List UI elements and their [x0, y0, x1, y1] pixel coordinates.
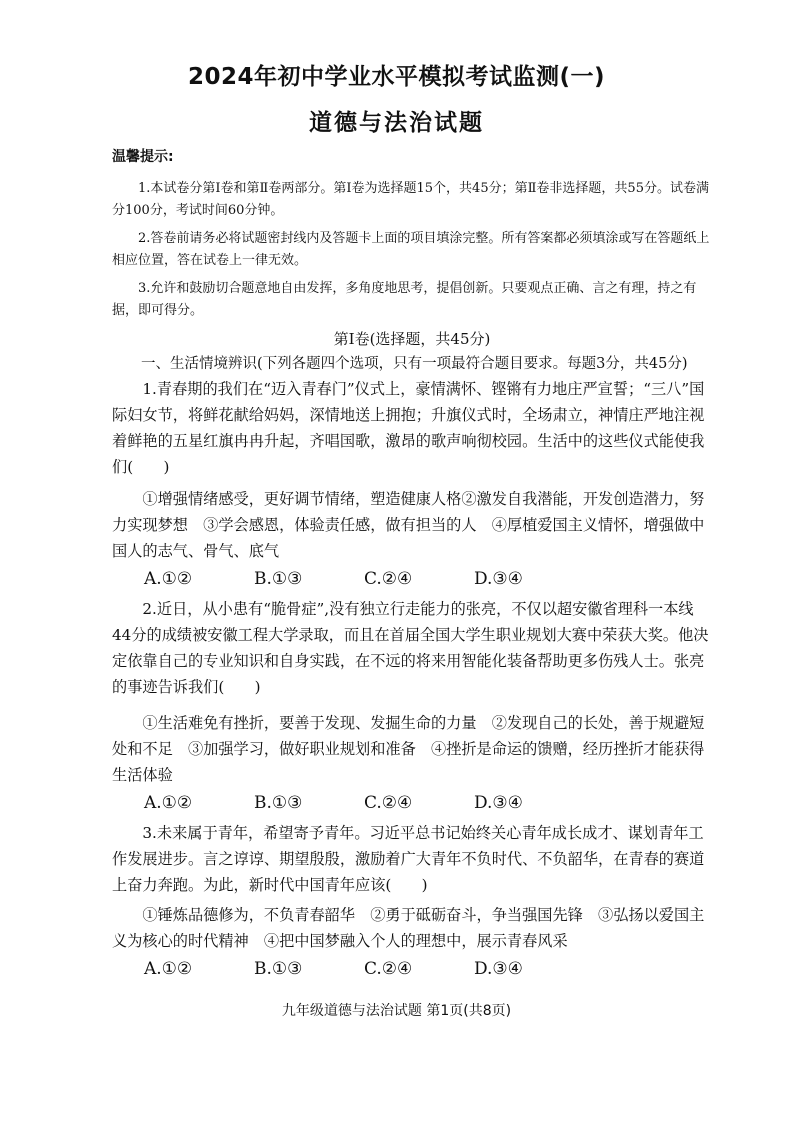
question-stem: 1.青春期的我们在“迈入青春门”仪式上，豪情满怀、铿锵有力地庄严宣誓；“三八”国际妇女节，将鲜花献给妈妈，深情地送上拥抱；升旗仪式时，全场肃立，神情庄严地注视着鲜艳的五星红旗冉冉升起，齐唱国歌，激昂的歌声响彻校园。生活中的这些仪式能使我们( ): [112, 380, 705, 476]
question-stem: 3.未来属于青年，希望寄予青年。习近平总书记始终关心青年成长成才、谋划青年工作发展进步。言之谆谆、期望殷殷，激励着广大青年不负时代、不负韶华，在青春的赛道上奋力奔跑。为此，新时代中国青年应该( ): [112, 824, 705, 894]
tip-item-3: 3.允许和鼓励切合题意地自由发挥，多角度地思考，提倡创新。只要观点正确、言之有理，持之有据，即可得分。: [112, 281, 697, 318]
option-b: B.①③: [254, 959, 303, 979]
question-options: [112, 954, 712, 984]
option-d: D.③④: [474, 793, 523, 813]
exam-content: [112, 146, 712, 986]
option-a: A.①②: [144, 569, 193, 589]
option-d: D.③④: [474, 959, 523, 979]
option-b: B.①③: [254, 569, 303, 589]
exam-title: 2024年初中学业水平模拟考试监测(一): [187, 64, 606, 90]
part-title: 一、生活情境辨识(下列各题四个选项，只有一项最符合题目要求。每题3分，共45分): [141, 356, 688, 372]
question-options: [112, 788, 712, 818]
option-c: C.②④: [364, 793, 413, 813]
tips-heading: 温馨提示:: [112, 149, 174, 165]
question-stem: 2.近日，从小患有“脆骨症”,没有独立行走能力的张亮，不仅以超安徽省理科一本线44分的成绩被安徽工程大学录取，而且在首届全国大学生职业规划大赛中荣获大奖。他决定依靠自己的专业知识和自身实践，在不远的将来用智能化装备帮助更多伤残人士。张亮的事迹告诉我们( ): [112, 600, 709, 696]
section-title: 第Ⅰ卷(选择题，共45分): [333, 330, 491, 348]
option-a: A.①②: [144, 793, 193, 813]
option-d: D.③④: [474, 569, 523, 589]
tip-item-1: 1.本试卷分第Ⅰ卷和第Ⅱ卷两部分。第Ⅰ卷为选择题15个，共45分；第Ⅱ卷非选择题，共55分。试卷满分100分，考试时间60分钟。: [112, 181, 709, 218]
question-statements: ①锤炼品德修为，不负青春韶华 ②勇于砥砺奋斗，争当强国先锋 ③弘扬以爱国主义为核心的时代精神 ④把中国梦融入个人的理想中，展示青春风采: [112, 906, 705, 950]
question-2: [112, 596, 712, 818]
exam-subject: 道德与法治试题: [309, 110, 484, 136]
option-c: C.②④: [364, 959, 413, 979]
page-footer: 九年级道德与法治试题 第1页(共8页): [281, 1003, 512, 1019]
question-options: [112, 564, 712, 594]
option-a: A.①②: [144, 959, 193, 979]
tip-item-2: 2.答卷前请务必将试题密封线内及答题卡上面的项目填涂完整。所有答案都必须填涂或写在答题纸上相应位置，答在试卷上一律无效。: [112, 231, 710, 268]
option-b: B.①③: [254, 793, 303, 813]
question-statements: ①增强情绪感受，更好调节情绪，塑造健康人格②激发自我潜能，开发创造潜力，努力实现梦想 ③学会感恩，体验责任感，做有担当的人 ④厚植爱国主义情怀，增强做中国人的志气、骨气、底气: [112, 490, 705, 560]
question-1: [112, 376, 712, 594]
question-3: [112, 820, 712, 984]
question-statements: ①生活难免有挫折，要善于发现、发掘生命的力量 ②发现自己的长处，善于规避短处和不足 ③加强学习，做好职业规划和准备 ④挫折是命运的馈赠，经历挫折才能获得生活体验: [112, 714, 705, 784]
option-c: C.②④: [364, 569, 413, 589]
